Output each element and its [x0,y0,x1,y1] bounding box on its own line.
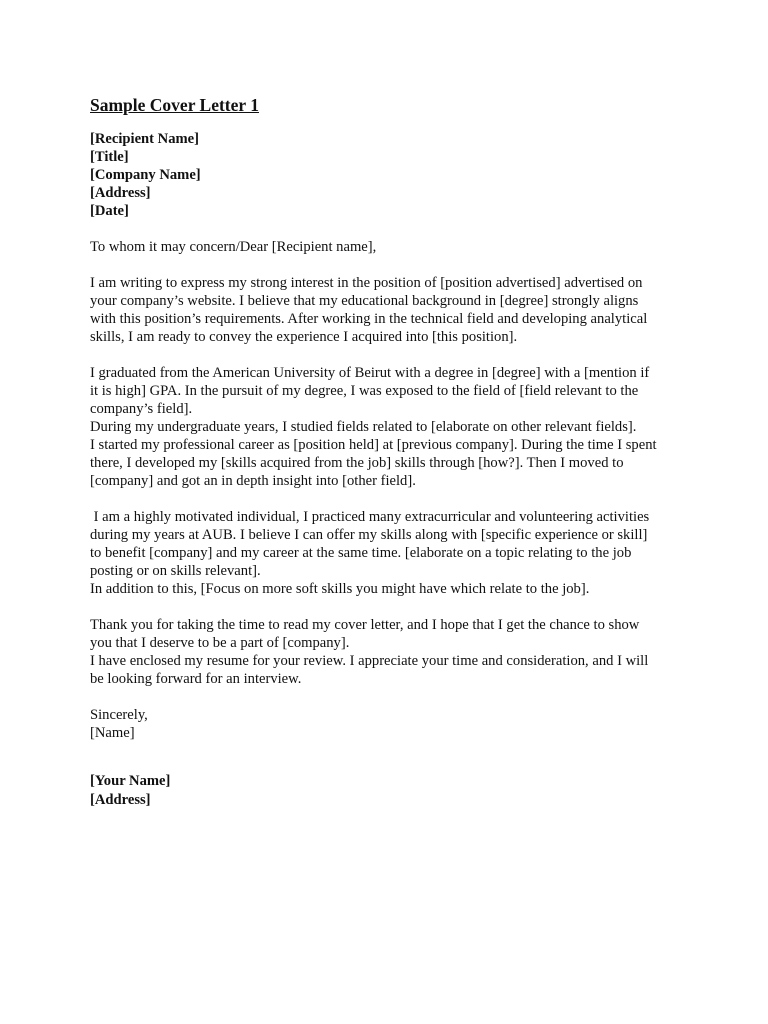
paragraph-4-line: be looking forward for an interview. [90,671,302,687]
paragraph-1-line: your company’s website. I believe that my educational background in [degree] strongly aligns [90,293,639,309]
paragraph-1-line: I am writing to express my strong interest in the position of [position advertised] advertised on [90,275,643,291]
paragraph-2-line: During my undergraduate years, I studied fields related to [elaborate on other relevant fields]. [90,419,637,435]
closing-name: [Name] [90,725,135,741]
paragraph-2-line: company’s field]. [90,401,193,417]
paragraph-4-line: you that I deserve to be a part of [company]. [90,635,350,651]
closing-block [90,706,690,742]
spacer [90,688,690,706]
spacer [90,490,690,508]
closing-line: Sincerely, [90,707,148,723]
paragraph-4-line: I have enclosed my resume for your review. I appreciate your time and consideration, and I will [90,653,649,669]
signature-address: [Address] [90,792,151,808]
paragraph-3-line: In addition to this, [Focus on more soft skills you might have which relate to the job]. [90,581,590,597]
paragraph-1 [90,274,690,346]
paragraph-2-line: I started my professional career as [position held] at [previous company]. During the time I spent [90,437,657,453]
signature-name: [Your Name] [90,773,171,789]
paragraph-3-line: I am a highly motivated individual, I practiced many extracurricular and volunteering activities [90,509,650,525]
paragraph-2-line: [company] and got an in depth insight into [other field]. [90,473,416,489]
paragraph-4-line: Thank you for taking the time to read my cover letter, and I hope that I get the chance to show [90,617,640,633]
recipient-title: [Title] [90,149,129,165]
paragraph-2-line: it is high] GPA. In the pursuit of my degree, I was exposed to the field of [field relevant to the [90,383,639,399]
paragraph-3-line: to benefit [company] and my career at the same time. [elaborate on a topic relating to the job [90,545,632,561]
recipient-address: [Address] [90,185,151,201]
spacer [90,742,690,772]
paragraph-3-line: during my years at AUB. I believe I can offer my skills along with [specific experience or skill] [90,527,648,543]
paragraph-1-line: skills, I am ready to convey the experience I acquired into [this position]. [90,329,518,345]
spacer [90,346,690,364]
paragraph-1-line: with this position’s requirements. After working in the technical field and developing analytical [90,311,648,327]
salutation: To whom it may concern/Dear [Recipient name], [90,239,377,255]
salutation-block [90,238,690,256]
document-title: Sample Cover Letter 1 [90,95,259,115]
paragraph-3-line: posting or on skills relevant]. [90,563,261,579]
spacer [90,598,690,616]
recipient-company: [Company Name] [90,167,201,183]
spacer [90,220,690,238]
paragraph-2 [90,364,690,490]
recipient-block [90,130,690,220]
paragraph-3 [90,508,690,598]
letter-content [90,94,690,810]
recipient-date: [Date] [90,203,129,219]
spacer [90,256,690,274]
recipient-name: [Recipient Name] [90,131,200,147]
paragraph-2-line: there, I developed my [skills acquired from the job] skills through [how?]. Then I moved to [90,455,624,471]
paragraph-4 [90,616,690,688]
paragraph-2-line: I graduated from the American University of Beirut with a degree in [degree] with a [mention if [90,365,650,381]
signature-block [90,772,690,810]
